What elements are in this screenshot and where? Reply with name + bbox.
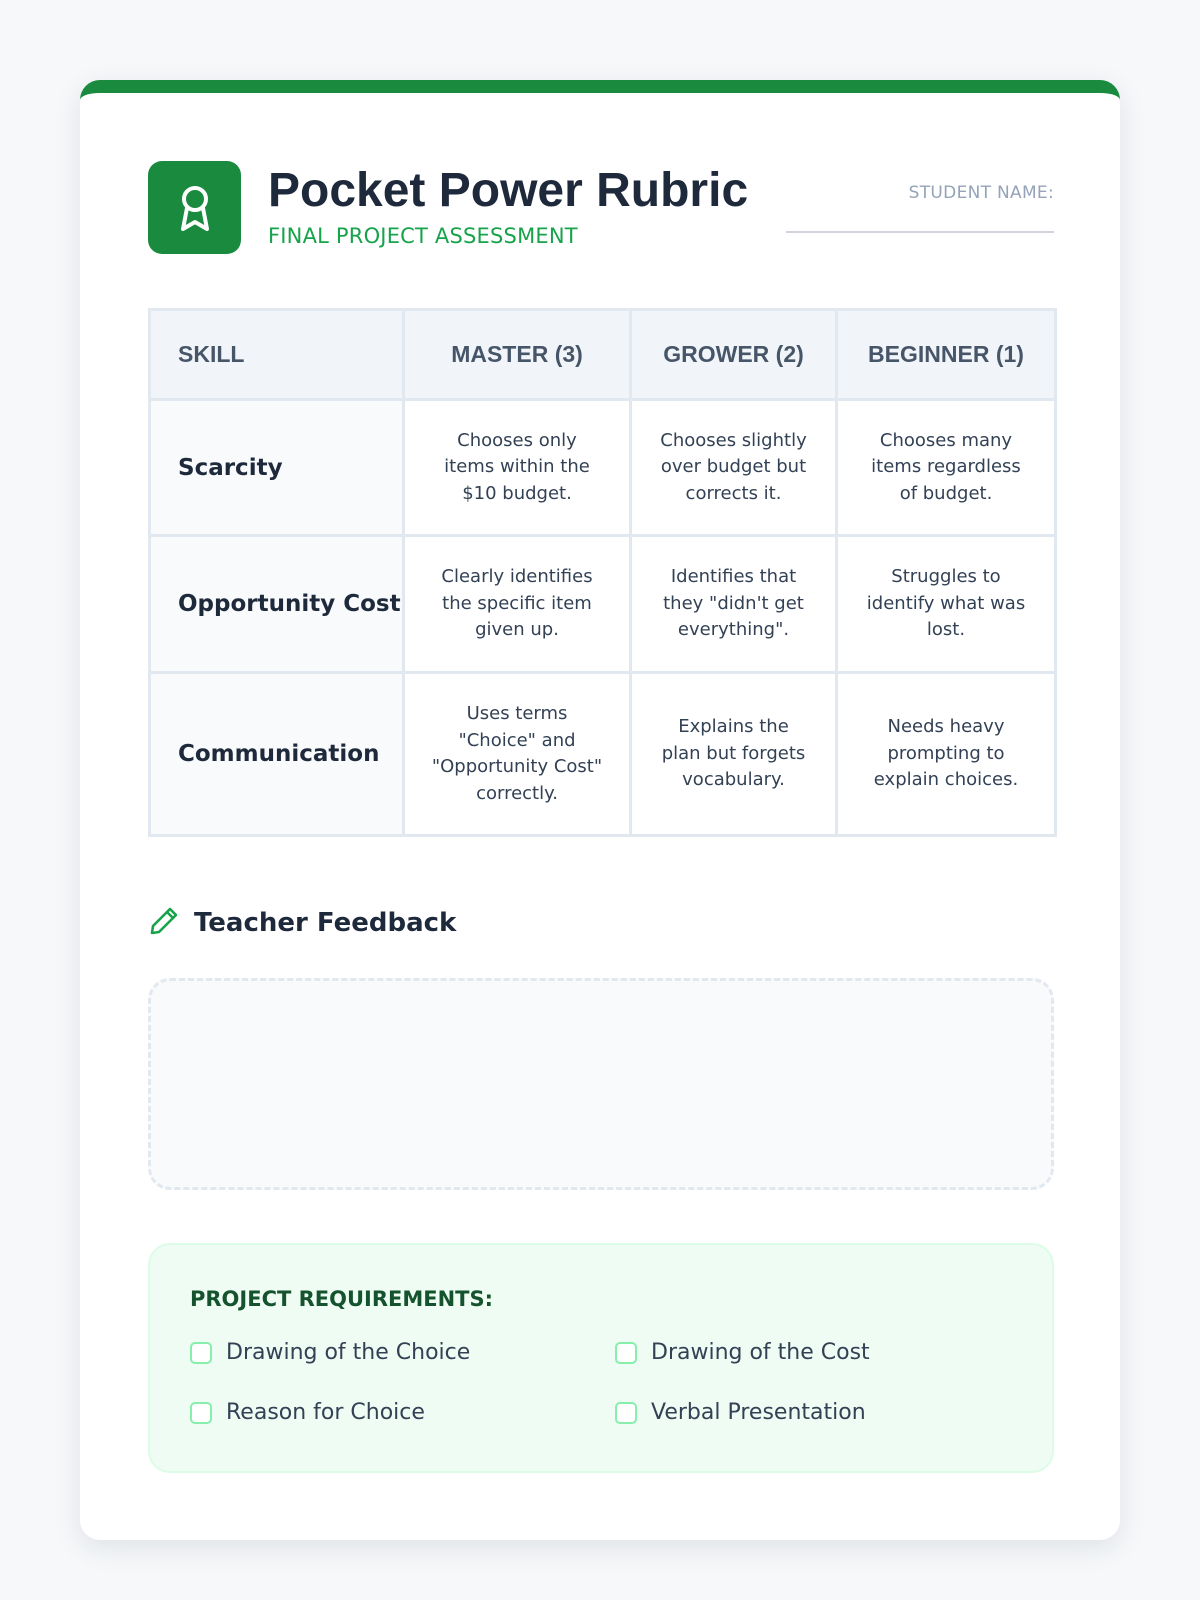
page-title: Pocket Power Rubric	[268, 164, 749, 217]
beginner-description: Chooses many items regardless of budget.	[837, 400, 1056, 536]
table-header-row	[150, 310, 1056, 400]
column-header-skill: SKILL	[150, 310, 404, 400]
column-header-beginner: BEGINNER (1)	[837, 310, 1056, 400]
grower-description: Chooses slightly over budget but corrects it.	[631, 400, 837, 536]
requirement-checkbox[interactable]	[190, 1402, 212, 1424]
requirement-label: Reason for Choice	[226, 1400, 425, 1425]
master-description: Chooses only items within the $10 budget.	[404, 400, 631, 536]
header	[148, 161, 1054, 271]
grower-description: Identifies that they "didn't get everything".	[631, 536, 837, 673]
requirement-item[interactable]	[190, 1400, 425, 1425]
master-description: Uses terms "Choice" and "Opportunity Cost" correctly.	[404, 673, 631, 836]
table-row	[150, 400, 1056, 536]
column-header-grower: GROWER (2)	[631, 310, 837, 400]
requirement-label: Drawing of the Choice	[226, 1340, 471, 1365]
award-ribbon-icon	[148, 161, 241, 254]
rubric-card	[80, 80, 1120, 1540]
requirement-label: Drawing of the Cost	[651, 1340, 870, 1365]
requirements-title: PROJECT REQUIREMENTS:	[190, 1287, 494, 1311]
column-header-master: MASTER (3)	[404, 310, 631, 400]
requirements-panel	[148, 1243, 1054, 1473]
skill-name: Scarcity	[150, 400, 404, 536]
table-row	[150, 673, 1056, 836]
feedback-input[interactable]	[148, 978, 1054, 1190]
requirement-item[interactable]	[615, 1400, 866, 1425]
beginner-description: Struggles to identify what was lost.	[837, 536, 1056, 673]
page-subtitle: FINAL PROJECT ASSESSMENT	[268, 224, 578, 248]
feedback-title: Teacher Feedback	[194, 908, 457, 938]
requirement-checkbox[interactable]	[615, 1402, 637, 1424]
requirement-label: Verbal Presentation	[651, 1400, 866, 1425]
beginner-description: Needs heavy prompting to explain choices.	[837, 673, 1056, 836]
student-name-label: STUDENT NAME:	[908, 183, 1054, 203]
pencil-icon	[148, 905, 180, 941]
rubric-table	[148, 308, 1057, 837]
table-row	[150, 536, 1056, 673]
skill-name: Opportunity Cost	[150, 536, 404, 673]
feedback-header	[148, 903, 456, 943]
requirement-checkbox[interactable]	[190, 1342, 212, 1364]
student-name-field[interactable]	[786, 179, 1054, 233]
skill-name: Communication	[150, 673, 404, 836]
grower-description: Explains the plan but forgets vocabulary.	[631, 673, 837, 836]
requirement-checkbox[interactable]	[615, 1342, 637, 1364]
requirement-item[interactable]	[190, 1340, 470, 1365]
master-description: Clearly identifies the specific item given up.	[404, 536, 631, 673]
requirement-item[interactable]	[615, 1340, 870, 1365]
